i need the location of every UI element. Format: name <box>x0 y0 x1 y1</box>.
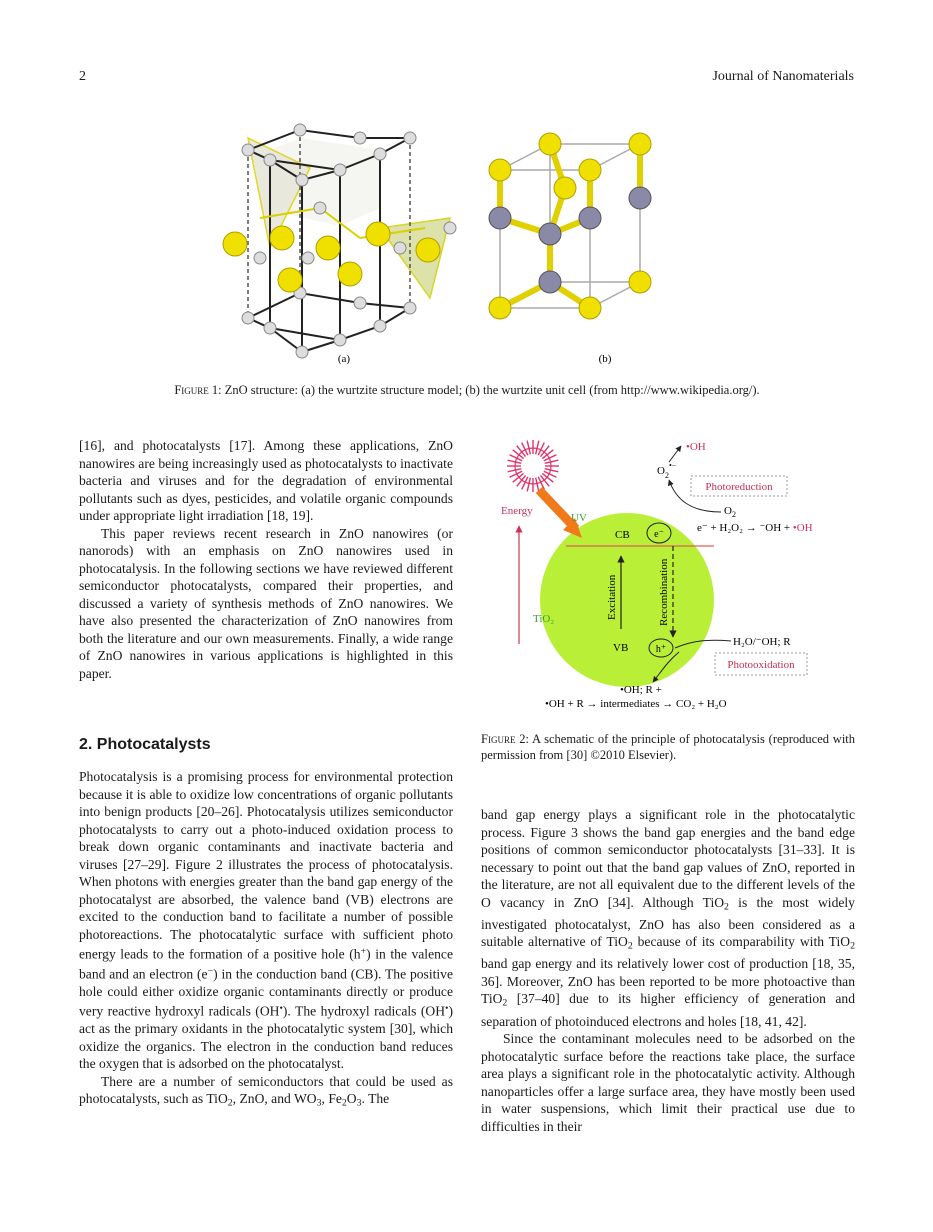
figure-1b-label: (b) <box>598 353 612 365</box>
photoreduction-label: Photoreduction <box>705 481 773 493</box>
superoxide-label: $O_2^{•-}$ <box>657 461 677 480</box>
oxidation-line-1: •OH; R + <box>620 684 662 696</box>
figure-1-caption-text: ZnO structure: (a) the wurtzite structure model; (b) the wurtzite unit cell (from http://www.wikipedia.org/). <box>224 383 760 397</box>
reduction-equation: e⁻ + H₂O₂ → ⁻OH + •OH <box>697 522 813 534</box>
wurtzite-unit-cell <box>489 133 651 319</box>
uv-label: UV <box>571 512 587 524</box>
cb-label: CB <box>615 529 630 541</box>
sun-icon <box>507 440 559 492</box>
figure-2-caption <box>481 731 855 763</box>
energy-label: Energy <box>501 505 533 517</box>
left-column-top <box>79 437 453 682</box>
left-column-bottom <box>79 768 453 1112</box>
electron-label: e⁻ <box>654 529 664 540</box>
recombination-label: Recombination <box>658 558 670 626</box>
sun-ray <box>527 441 530 455</box>
figure-1a-label: (a) <box>337 353 351 365</box>
paragraph: band gap energy plays a significant role in the photocatalytic process. Figure 3 shows the band gap energies and the band edge positions of common semiconductor photocatalysts [31–33]. It is necessary to point out that the band gap values of ZnO, reported in the literature, are not all equivalent due to the different levels of the O vacancy in ZnO [34]. Although TiO$_2$ is the most widely investigated photocatalyst, ZnO has also been considered as a suitable alternative of TiO$_2$ because of its comparability with TiO$_2$ band gap energy and its relatively lower cost of production [18, 35, 36]. Moreover, ZnO has been reported to be more photoactive than TiO$_2$ [37–40] due to its higher efficiency of generation and separation of photoinduced electrons and holes [18, 41, 42]. <box>481 807 855 1029</box>
paragraph: Photocatalysis is a promising process for environmental protection because it is able to oxidize low concentrations of organic pollutants into benign products [20–26]. Photocatalysis utilizes semiconductor photocatalysts to carry out a photo-induced oxidation process to break down organic contaminants and inactivate bacteria and viruses [27–29]. Figure 2 illustrates the process of photocatalysis. When photons with energies greater than the band gap energy of the photocatalyst are absorbed, the valence band (VB) electrons are excited to the conduction band to facilitate a number of possible photoreactions. The photocatalytic surface with sufficient photo energy leads to the formation of a positive hole (h+) in the valence band and an electron (e−) in the conduction band (CB). The positive hole could either oxidize organic contaminants directly or produce very reactive hydroxyl radicals (OH•). The hydroxyl radicals (OH•) act as the primary oxidants in the photocatalytic system [30], which oxidize the organics. The electron in the conduction band reduces the oxygen that is adsorbed on the photocatalyst. <box>79 769 453 1072</box>
figure-1 <box>200 108 740 368</box>
sun-ray <box>536 478 539 492</box>
paragraph: [16], and photocatalysts [17]. Among these applications, ZnO nanowires are being increasingly used as photocatalysts to inactivate bacteria and viruses and for the degradation of environmental pollutants such as dyes, pesticides, and volatile organic compounds under appropriate light irradiation [18, 19]. <box>79 438 453 523</box>
right-column-bottom <box>481 806 855 1135</box>
oxidation-line-2: •OH + R → intermediates → CO₂ + H₂O <box>545 698 727 710</box>
photooxidation-label: Photooxidation <box>727 659 795 671</box>
oh-arrow <box>669 446 681 462</box>
journal-title: Journal of Nanomaterials <box>712 69 854 84</box>
section-heading: 2. Photocatalysts <box>79 736 211 753</box>
h2o-oh-r-label: H₂O/⁻OH; R <box>733 636 791 648</box>
sun-ray <box>508 460 522 463</box>
figure-1-caption-label: Figure 1: <box>174 383 222 397</box>
hole-label: h⁺ <box>655 644 667 655</box>
vb-label: VB <box>613 642 629 654</box>
figure-2-caption-label: Figure 2: <box>481 732 529 746</box>
excitation-label: Excitation <box>606 574 618 620</box>
page-number: 2 <box>79 69 86 84</box>
sun-ray <box>545 460 559 463</box>
sun-ray <box>508 469 522 472</box>
sun-ray <box>527 478 530 492</box>
figure-1-caption <box>79 383 855 398</box>
sun-ray <box>545 469 559 472</box>
wurtzite-structure-model <box>223 124 456 358</box>
paragraph: This paper reviews recent research in ZnO nanowires (or nanorods) with an emphasis on ZnO nanowires used in photocatalysis. In the following sections we have reviewed different semiconductor photocatalysts, compared their properties, and discussed a variety of synthesis methods of ZnO nanowires. We have also presented the characterization of ZnO nanowires from both the literature and our own measurements. Finally, a wide range of ZnO nanowires in various applications is highlighted in this paper. <box>79 525 453 681</box>
paragraph: Since the contaminant molecules need to be adsorbed on the photocatalytic surface before the reactions take place, the surface area plays a significant role in the photocatalytic activity. Although nanoparticles offer a large surface area, they have mostly been used in water suspensions, which limit their practical use due to difficulties in their <box>481 1031 855 1134</box>
paragraph: There are a number of semiconductors that could be used as photocatalysts, such as TiO$_2$, ZnO, and $WO_3$, $Fe_2O_3$. The <box>79 1073 453 1109</box>
figure-2 <box>481 434 855 710</box>
tio2-label: TiO₂ <box>533 613 555 625</box>
oxygen-label: $O_2$ <box>724 505 736 519</box>
sun-ray <box>536 441 539 455</box>
figure-2-caption-text: A schematic of the principle of photocatalysis (reproduced with permission from [30] ©2010 Elsevier). <box>481 732 856 762</box>
oh-product-label: •OH <box>686 441 706 453</box>
